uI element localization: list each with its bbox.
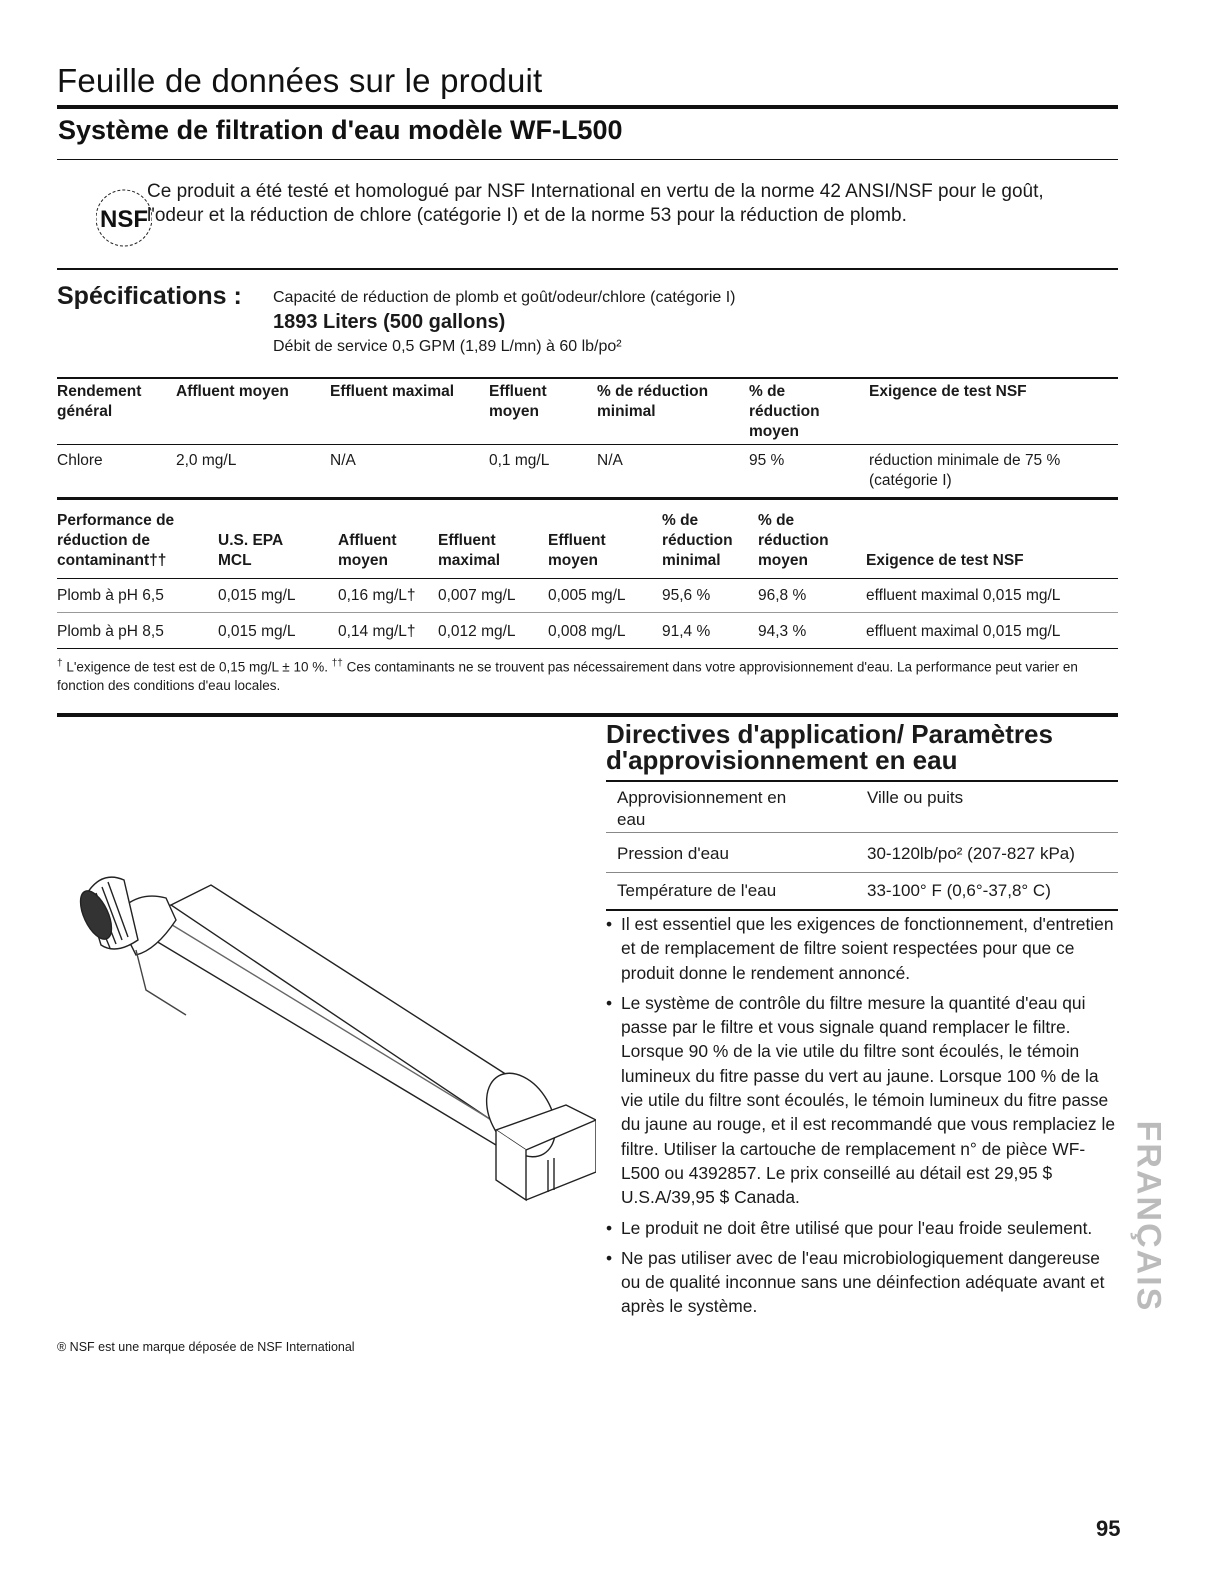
service-flow: Débit de service 0,5 GPM (1,89 L/mn) à 60 lb/po² (273, 338, 622, 355)
directives-bullets (606, 910, 1116, 1325)
table1-cell: N/A (330, 452, 356, 469)
table2-header: % de réduction minimal (662, 512, 733, 569)
table2-cell: 0,012 mg/L (438, 623, 516, 640)
directives-rule (606, 780, 1118, 782)
table1-cell: 2,0 mg/L (176, 452, 237, 469)
table1-cell: N/A (597, 452, 623, 469)
capacity-label: Capacité de réduction de plomb et goût/odeur/chlore (catégorie I) (273, 289, 736, 306)
dagger-mark: † (57, 658, 63, 669)
table1-cell: Chlore (57, 452, 103, 469)
table2-cell: 94,3 % (758, 623, 807, 640)
param-value: 33-100° F (0,6°-37,8° C) (867, 881, 1051, 900)
capacity-value: 1893 Liters (500 gallons) (273, 311, 506, 333)
param-label: Approvisionnement en eau (617, 788, 787, 829)
title-rule (57, 105, 1118, 109)
table1-header: % de réduction minimal (597, 383, 709, 420)
table2-cell: effluent maximal 0,015 mg/L (866, 587, 1061, 604)
registered-trademark-note: ® NSF est une marque déposée de NSF International (57, 1340, 355, 1354)
table2-bottom-rule (57, 648, 1118, 649)
param-label: Pression d'eau (617, 844, 729, 863)
table2-row-rule (57, 612, 1118, 613)
param-value: 30-120lb/po² (207-827 kPa) (867, 844, 1075, 863)
table2-header: Affluent moyen (338, 532, 397, 569)
page-subtitle: Système de filtration d'eau modèle WF-L500 (58, 115, 623, 145)
table2-header: % de réduction moyen (758, 512, 829, 569)
table2-cell: 0,16 mg/L† (338, 587, 416, 604)
table2-cell: 0,005 mg/L (548, 587, 626, 604)
table1-header: Rendement général (57, 383, 142, 420)
svg-text:NSF: NSF (100, 206, 148, 233)
double-dagger-mark: †† (331, 658, 343, 669)
side-tab-label: FRANÇAIS (1129, 1120, 1168, 1313)
table2-cell: 0,008 mg/L (548, 623, 626, 640)
subtitle-rule (57, 159, 1118, 160)
nsf-statement: Ce produit a été testé et homologué par NSF International en vertu de la norme 42 ANSI/NSF pour le goût, l'odeur et la réduction de chlore (catégorie I) et de la norme 53 pour la réduction de plomb. (147, 181, 1044, 226)
nsf-rule (57, 268, 1118, 270)
param-label: Température de l'eau (617, 881, 777, 900)
language-side-tab (1128, 1080, 1168, 1350)
table1-cell: 0,1 mg/L (489, 452, 550, 469)
table2-cell: 0,007 mg/L (438, 587, 516, 604)
footnote-text-1: L'exigence de test est de 0,15 mg/L ± 10 %. (66, 659, 328, 675)
bullet-item: • Le produit ne doit être utilisé que pour l'eau froide seulement. (606, 1216, 1116, 1240)
directives-title: Directives d'application/ Paramètres d'approvisionnement en eau (606, 719, 1053, 775)
table1-top-rule (57, 377, 1118, 379)
table2-header: U.S. EPA MCL (218, 532, 283, 569)
param-value: Ville ou puits (867, 788, 964, 807)
table1-cell: 95 % (749, 452, 785, 469)
specifications-heading: Spécifications : (57, 282, 242, 310)
nsf-logo-icon (96, 180, 152, 258)
water-filter-cartridge-icon (76, 860, 596, 1220)
table2-top-rule (57, 497, 1118, 500)
page-number: 95 (1096, 1516, 1121, 1541)
table2-cell: Plomb à pH 8,5 (57, 623, 164, 640)
table1-cell: réduction minimale de 75 % (catégorie I) (869, 452, 1061, 489)
table2-header: Effluent moyen (548, 532, 606, 569)
table2-cell: 95,6 % (662, 587, 711, 604)
table1-header: Exigence de test NSF (869, 383, 1027, 400)
bullet-item: • Ne pas utiliser avec de l'eau microbiologiquement dangereuse ou de qualité inconnue sans une déinfection adéquate avant et après le système. (606, 1246, 1116, 1319)
param-rule (606, 872, 1118, 873)
table2-header: Performance de réduction de contaminant†† (57, 512, 175, 569)
footnote (57, 655, 1117, 695)
footnote-text-2: Ces contaminants ne se trouvent pas nécessairement dans votre approvisionnement d'eau. La performance peut varier en fonction des conditions d'eau locales. (57, 659, 1078, 693)
section-rule (57, 713, 1118, 717)
bullet-item: • Le système de contrôle du filtre mesure la quantité d'eau qui passe par le filtre et vous signale quand remplacer le filtre. Lorsque 90 % de la vie utile du filtre sont écoulés, le témoin lumineux du fitre passe du vert au jaune. Lorsque 100 % de la vie utile du filtre sont écoulés, le témoin lumineux du fitre passe du jaune au rouge, et il est recommandé que vous remplaciez le filtre. Utiliser la cartouche de remplacement n° de pièce WF-L500 ou 4392857. Le prix conseillé au détail est 29,95 $ U.S.A/39,95 $ Canada. (606, 991, 1116, 1210)
table1-header: % de réduction moyen (749, 383, 820, 440)
bullet-item: • Il est essentiel que les exigences de fonctionnement, d'entretien et de remplacement de filtre soient respectées pour que ce produit donne le rendement annoncé. (606, 912, 1116, 985)
table2-cell: 0,015 mg/L (218, 587, 296, 604)
table2-cell: Plomb à pH 6,5 (57, 587, 164, 604)
table1-header: Effluent moyen (489, 383, 547, 420)
table2-header-rule (57, 578, 1118, 579)
param-rule (606, 832, 1118, 833)
table1-header-rule (57, 444, 1118, 445)
table1-header: Affluent moyen (176, 383, 289, 400)
table2-header: Exigence de test NSF (866, 552, 1024, 569)
table2-cell: 96,8 % (758, 587, 807, 604)
table2-cell: effluent maximal 0,015 mg/L (866, 623, 1061, 640)
table2-cell: 91,4 % (662, 623, 711, 640)
table2-cell: 0,14 mg/L† (338, 623, 416, 640)
table2-header: Effluent maximal (438, 532, 501, 569)
page-title: Feuille de données sur le produit (57, 62, 543, 99)
table1-header: Effluent maximal (330, 383, 455, 400)
table2-cell: 0,015 mg/L (218, 623, 296, 640)
